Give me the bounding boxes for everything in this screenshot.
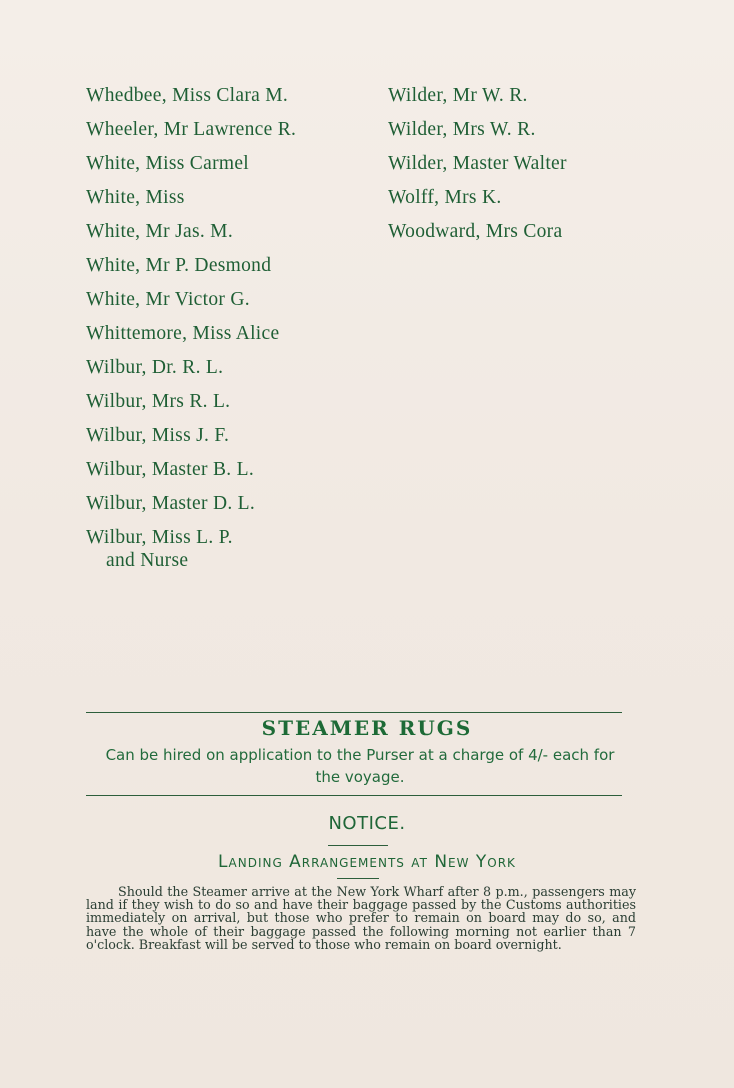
passenger-name-text: Wheeler, Mr Lawrence R. (86, 119, 297, 140)
passenger-name-text: White, Mr P. Desmond (86, 255, 272, 276)
passenger-name (86, 390, 376, 424)
landing-arrangements-heading: Landing Arrangements at New York (218, 852, 516, 872)
passenger-name (86, 458, 376, 492)
notice-body: Should the Steamer arrive at the New York Wharf after 8 p.m., passengers may land if they wish to do so and have their baggage passed by the Customs authorities immediately on arrival, but those who prefer to remain on board may do so, and have the whole of their baggage passed the following morning not earlier than 7 o'clock. Breakfast will be served to those who remain on board overnight. (86, 884, 636, 952)
notice-underline (328, 845, 388, 846)
passenger-name-text: Wilbur, Mrs R. L. (86, 391, 231, 412)
steamer-rugs-title: STEAMER RUGS (261, 716, 473, 740)
passenger-name-text: Wilbur, Miss L. P. (86, 527, 233, 548)
passenger-name-continuation: and Nurse (106, 550, 189, 571)
passenger-name-text: Wilbur, Dr. R. L. (86, 357, 224, 378)
steamer-rugs-text: Can be hired on application to the Purser at a charge of 4/- each for the voyage. (105, 746, 615, 786)
passenger-name-text: Wilbur, Master D. L. (86, 493, 256, 514)
passenger-name-text: Wilder, Mr W. R. (388, 85, 528, 106)
passenger-name-text: White, Miss Carmel (86, 153, 249, 174)
passenger-name-text: Wilbur, Miss J. F. (86, 425, 230, 446)
landing-underline (337, 878, 379, 879)
passenger-name-text: Woodward, Mrs Cora (388, 221, 563, 242)
passenger-name-text: White, Mr Victor G. (86, 289, 250, 310)
passenger-name (388, 84, 688, 118)
passenger-name (86, 356, 376, 390)
divider-middle (86, 795, 622, 796)
passenger-name-text: White, Mr Jas. M. (86, 221, 233, 242)
passenger-name-text: Whittemore, Miss Alice (86, 323, 280, 344)
passenger-name (388, 118, 688, 152)
passenger-name (86, 526, 376, 572)
passenger-name (86, 424, 376, 458)
passenger-name-text: Wolff, Mrs K. (388, 187, 502, 208)
passenger-list-right (388, 84, 688, 254)
passenger-name-text: Wilder, Mrs W. R. (388, 119, 536, 140)
passenger-name (86, 288, 376, 322)
passenger-name (388, 186, 688, 220)
passenger-name-text: Wilbur, Master B. L. (86, 459, 254, 480)
passenger-name (86, 84, 376, 118)
divider-top (86, 712, 622, 713)
passenger-name (86, 322, 376, 356)
passenger-name (86, 186, 376, 220)
passenger-list-left (86, 84, 376, 572)
passenger-name-text: Whedbee, Miss Clara M. (86, 85, 289, 106)
passenger-name (86, 254, 376, 288)
passenger-name (86, 220, 376, 254)
passenger-name-text: White, Miss (86, 187, 185, 208)
passenger-name (388, 152, 688, 186)
passenger-name (388, 220, 688, 254)
passenger-name (86, 118, 376, 152)
passenger-name (86, 492, 376, 526)
notice-title: NOTICE. (328, 813, 406, 834)
passenger-name-text: Wilder, Master Walter (388, 153, 567, 174)
passenger-name (86, 152, 376, 186)
